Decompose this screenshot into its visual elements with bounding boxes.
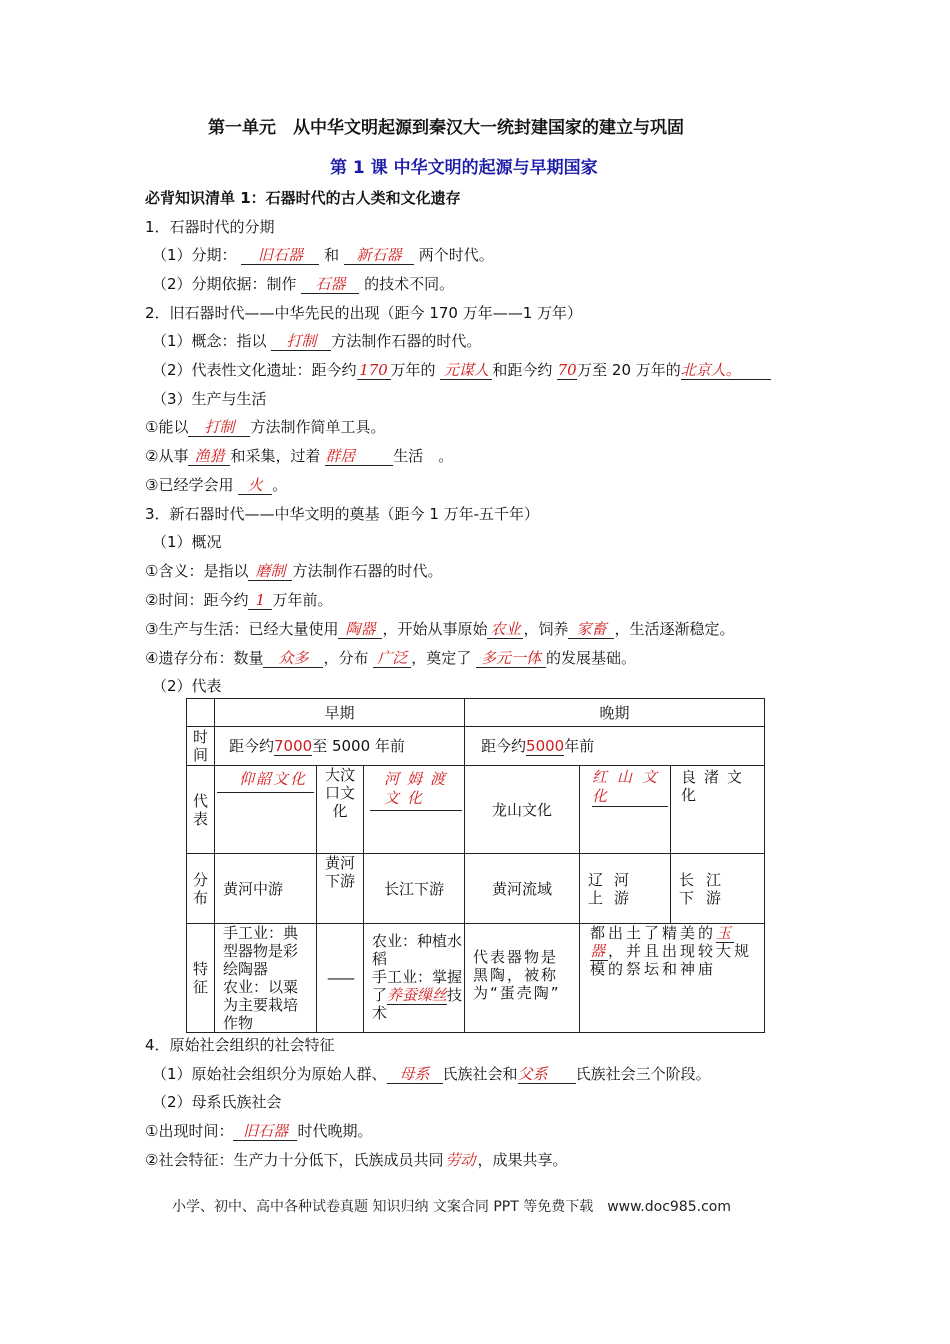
section-1-heading: 1．石器时代的分期 [145, 218, 275, 236]
s3-i1-post: 方法制作石器的时代。 [292, 562, 443, 580]
s2-i1-post: 方法制作简单工具。 [250, 418, 386, 436]
section-3-heading: 3．新石器时代——中华文明的奠基（距今 1 万年-五千年） [145, 505, 540, 523]
page-footer: 小学、初中、高中各种试卷真题 知识归纳 文案合同 PPT 等免费下载 www.doc985.com [172, 1199, 731, 1215]
answer-blank: 众多 [263, 649, 323, 668]
time-late-pre: 距今约 [481, 736, 527, 755]
rep-dawenkou: 大汶口文化 [317, 766, 364, 854]
s2-i2-pre: ②从事 [145, 447, 189, 465]
rep-hongshan-text: 红山文化 [592, 768, 668, 805]
s2-i1-pre: ①能以 [145, 418, 189, 436]
answer-blank: 渔猎 [188, 447, 230, 466]
s4-item-2 [145, 1150, 567, 1170]
s2-l2-mid1: 万年的 [390, 361, 436, 379]
feat-3b-pre: 手工业：掌握了 [372, 968, 463, 1004]
answer-blank: 农业 [487, 620, 523, 639]
dist-4: 黄河流域 [465, 854, 580, 924]
s3-item-1 [145, 561, 442, 581]
dist-6: 长江下游 [671, 854, 765, 924]
answer-blank: 新石器 [344, 246, 414, 265]
answer-blank: 元谋人 [440, 361, 492, 380]
s4-line-2: （2）母系氏族社会 [152, 1093, 282, 1111]
answer-blank: 群居 [325, 447, 393, 466]
feat-1 [215, 924, 317, 1033]
dist-2: 黄河下游 [317, 854, 364, 924]
s1-l2-pre: （2）分期依据：制作 [152, 275, 297, 293]
rep-hemudu [364, 766, 465, 854]
answer-blank: 多元一体 [476, 649, 546, 668]
s2-line-1 [152, 331, 481, 351]
answer-blank: 家畜 [568, 620, 614, 639]
s2-item-2 [145, 446, 453, 466]
answer-blank: 母系 [387, 1065, 443, 1084]
answer-blank: 磨制 [248, 562, 292, 581]
answer-blank: 旧石器 [241, 246, 319, 265]
answer-blank: 170 [357, 361, 391, 380]
s4-l1-mid: 氏族社会和 [442, 1065, 518, 1083]
unit-title: 第一单元 从中华文明起源到秦汉大一统封建国家的建立与巩固 [208, 118, 684, 138]
s2-l2-mid2: 和距今约 [492, 361, 553, 379]
feat-5 [580, 924, 765, 1033]
rep-yangshao [215, 766, 317, 854]
s1-line-2 [152, 274, 454, 294]
s3-i4-pre: ④遗存分布：数量 [145, 649, 264, 667]
feat-3 [364, 924, 465, 1033]
s3-line-1: （1）概况 [152, 533, 222, 551]
s3-i4-m1: ，分布 [323, 649, 369, 667]
s3-item-4 [145, 648, 636, 668]
culture-table [186, 698, 765, 1033]
s2-line-3: （3）生产与生活 [152, 390, 267, 408]
s2-line-2 [152, 360, 771, 380]
s3-item-3 [145, 619, 735, 639]
section-2-heading: 2．旧石器时代——中华先民的出现（距今 170 万年——1 万年） [145, 304, 583, 322]
row-label-dist: 分布 [187, 854, 215, 924]
rep-hemudu-text: 河姆渡文化 [370, 768, 462, 811]
feat-3b-post: 技术 [372, 986, 463, 1022]
s2-l2-pre: （2）代表性文化遗址：距今约 [152, 361, 357, 379]
feat-1b: 农业：以粟为主要栽培作物 [223, 978, 299, 1032]
s3-line-2: （2）代表 [152, 677, 222, 695]
feat-3b [372, 968, 462, 1022]
feat-5-pre: 都出土了精美的 [590, 924, 717, 942]
answer-blank: 北京人。 [681, 361, 771, 380]
s3-i3-pre: ③生产与生活：已经大量使用 [145, 620, 339, 638]
s4-line-1 [152, 1064, 711, 1084]
time-late-post: 年前 [564, 736, 595, 755]
answer-blank: 石器 [301, 275, 359, 294]
s3-i3-m1: ，开始从事原始 [382, 620, 488, 638]
answer-blank: 1 [248, 591, 272, 610]
s2-i3-post: 。 [272, 476, 288, 494]
s4-item-1 [145, 1121, 372, 1141]
feat-4: 代表器物是黑陶，被称为“蛋壳陶” [465, 924, 580, 1033]
answer-blank: 火 [238, 476, 272, 495]
s3-i4-post: 的发展基础。 [546, 649, 637, 667]
time-early-pre: 距今约 [229, 736, 275, 755]
lesson-title: 第 1 课 中华文明的起源与早期国家 [330, 158, 598, 178]
answer-blank: 7000 [274, 736, 313, 755]
s1-l1-mid: 和 [324, 246, 340, 264]
time-early [215, 727, 465, 766]
s4-i1-post: 时代晚期。 [297, 1122, 373, 1140]
header-early: 早期 [215, 699, 465, 727]
rep-hongshan [580, 766, 671, 854]
row-label-time: 时间 [187, 727, 215, 766]
section-4-heading: 4．原始社会组织的社会特征 [145, 1036, 335, 1054]
s3-i2-post: 万年前。 [272, 591, 333, 609]
dist-3: 长江下游 [364, 854, 465, 924]
s2-l1-pre: （1）概念：指以 [152, 332, 267, 350]
s2-i3-pre: ③已经学会用 [145, 476, 234, 494]
answer-text: 劳动 [445, 1151, 476, 1169]
feat-5-answer: 玉器 [590, 924, 735, 960]
answer-blank: 70 [557, 361, 577, 379]
answer-blank: 广泛 [373, 649, 411, 668]
s3-i3-post: ，生活逐渐稳定。 [614, 620, 735, 638]
feat-5-post: ，并且出现较大规模的祭坛和神庙 [590, 942, 753, 978]
s3-i1-pre: ①含义：是指以 [145, 562, 249, 580]
feat-3a: 农业：种植水稻 [372, 932, 463, 968]
answer-blank: 父系 [518, 1065, 576, 1084]
s2-l2-mid3: 万至 20 万年的 [577, 361, 681, 379]
s2-item-3 [145, 475, 287, 495]
feat-3b-answer: 养蚕缫丝 [387, 986, 448, 1004]
s1-l1-pre: （1）分期： [152, 246, 237, 264]
dist-1: 黄河中游 [215, 854, 317, 924]
s1-l1-post: 两个时代。 [418, 246, 494, 264]
s3-item-2 [145, 590, 332, 610]
answer-blank: 旧石器 [233, 1122, 297, 1141]
s2-i2-post: 生活 。 [393, 447, 454, 465]
rep-yangshao-text: 仰韶文化 [217, 768, 314, 793]
s4-l1-pre: （1）原始社会组织分为原始人群、 [152, 1065, 387, 1083]
dist-5: 辽河上游 [580, 854, 671, 924]
s1-l2-post: 的技术不同。 [364, 275, 455, 293]
header-late: 晚期 [465, 699, 765, 727]
s4-i2-post: ，成果共享。 [477, 1151, 568, 1169]
s4-i2-pre: ②社会特征：生产力十分低下，氏族成员共同 [145, 1151, 444, 1169]
rep-liangzhu: 良渚文化 [671, 766, 765, 854]
s3-i2-pre: ②时间：距今约 [145, 591, 249, 609]
row-label-feat: 特征 [187, 924, 215, 1033]
answer-blank: 5000 [526, 736, 565, 755]
feat-2: —— [317, 924, 364, 1033]
s1-line-1 [152, 245, 494, 265]
s4-i1-pre: ①出现时间： [145, 1122, 234, 1140]
answer-blank: 打制 [188, 418, 250, 437]
table-corner [187, 699, 215, 727]
s2-l1-post: 方法制作石器的时代。 [331, 332, 482, 350]
answer-blank: 打制 [271, 332, 331, 351]
answer-blank: 陶器 [338, 620, 382, 639]
s3-i4-m2: ，奠定了 [411, 649, 472, 667]
s2-i2-mid: 和采集，过着 [230, 447, 321, 465]
row-label-rep: 代表 [187, 766, 215, 854]
s2-item-1 [145, 417, 385, 437]
time-early-post: 至 5000 年前 [312, 736, 405, 755]
s4-l1-post: 氏族社会三个阶段。 [575, 1065, 711, 1083]
checklist-title: 必背知识清单 1：石器时代的古人类和文化遗存 [145, 189, 461, 207]
rep-longshan: 龙山文化 [465, 766, 580, 854]
s3-i3-m2: ，饲养 [523, 620, 569, 638]
feat-1a: 手工业：典型器物是彩绘陶器 [223, 924, 299, 978]
time-late [465, 727, 765, 766]
